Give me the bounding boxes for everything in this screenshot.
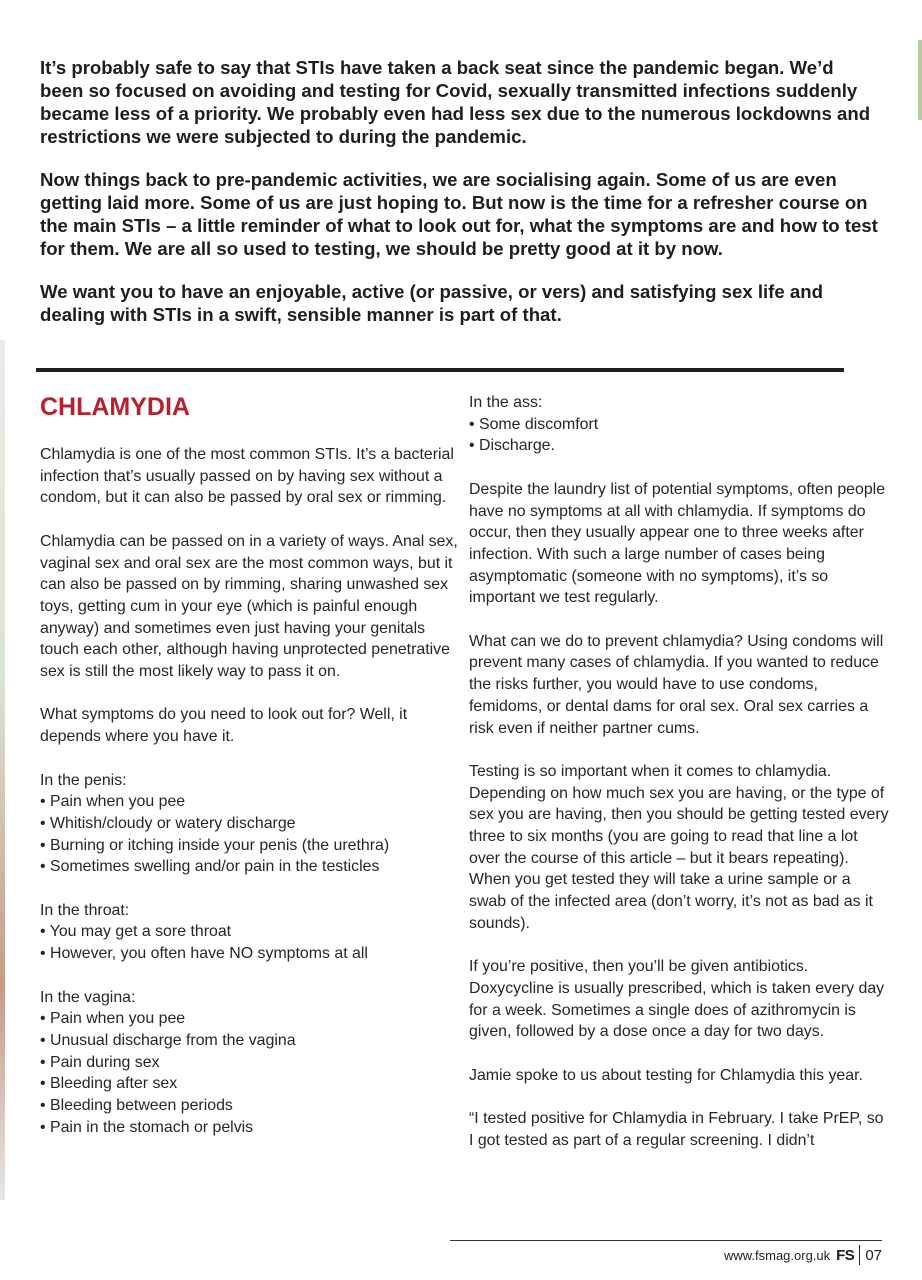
list-item: • Some discomfort [469,415,599,433]
list-item: • Pain when you pee [40,1010,186,1028]
page-footer [724,1244,882,1266]
list-item: • Pain when you pee [40,793,186,811]
page-number: 07 [865,1246,882,1264]
list-label: In the throat: [40,901,130,919]
paragraph: Despite the laundry list of potential symptoms, often people have no symptoms at all with chlamydia. If symptoms do occur, then they usually appear one to three weeks after infection. With such a large number of cases being asymptomatic (someone with no symptoms), it’s so important we test regularly. [469,480,886,607]
list-item: • Burning or itching inside your penis (the urethra) [40,836,390,854]
left-edge-graphic [0,340,5,1200]
paragraph: Chlamydia can be passed on in a variety of ways. Anal sex, vaginal sex and oral sex are the most common ways, but it can also be passed on by rimming, sharing unwashed sex toys, getting cum in your eye (which is painful enough anyway) and sometimes even just having your genitals touch each other, although having unprotected penetrative sex is still the most likely way to pass it on. [40,532,458,681]
quote-paragraph: “I tested positive for Chlamydia in February. I take PrEP, so I got tested as part of a regular screening. I didn’t [469,1110,884,1149]
paragraph: Chlamydia is one of the most common STIs. It’s a bacterial infection that’s usually passed on by having sex without a condom, but it can also be passed by oral sex or rimming. [40,446,454,507]
list-item: • Sometimes swelling and/or pain in the testicles [40,858,380,876]
list-label: In the penis: [40,771,127,789]
footer-divider [450,1240,882,1241]
intro-paragraph: Now things back to pre-pandemic activities, we are socialising again. Some of us are even getting laid more. Some of us are just hoping to. But now is the time for a refresher course on the main STIs – a little reminder of what to look out for, what the symptoms are and how to test for them. We are all so used to testing, we should be pretty good at it by now. [40,169,878,259]
list-label: In the ass: [469,394,543,411]
left-column [40,392,460,1138]
paragraph: Jamie spoke to us about testing for Chlamydia this year. [469,1066,863,1084]
paragraph: What can we do to prevent chlamydia? Using condoms will prevent many cases of chlamydia. If you wanted to reduce the risks further, you would have to use condoms, femidoms, or dental dams for oral sex. Oral sex carries a risk even if neither partner cums. [469,632,884,737]
list-item: • However, you often have NO symptoms at all [40,945,368,963]
intro-paragraph: We want you to have an enjoyable, active (or passive, or vers) and satisfying sex life and dealing with STIs in a swift, sensible manner is part of that. [40,281,823,325]
list-item: • Unusual discharge from the vagina [40,1031,296,1049]
right-edge-graphic [918,40,922,120]
intro-text [40,56,880,346]
intro-paragraph: It’s probably safe to say that STIs have taken a back seat since the pandemic began. We’d been so focused on avoiding and testing for Covid, sexually transmitted infections suddenly became less of a priority. We probably even had less sex due to the numerous lockdowns and restrictions we were subjected to during the pandemic. [40,57,871,147]
list-item: • Whitish/cloudy or watery discharge [40,814,296,832]
fs-logo: FS [836,1246,855,1264]
list-item: • Bleeding between periods [40,1097,233,1115]
footer-separator [859,1245,860,1265]
list-item: • Discharge. [469,437,555,455]
section-divider [36,368,844,372]
section-heading: CHLAMYDIA [40,393,190,421]
list-label: In the vagina: [40,988,136,1006]
list-item: • Pain during sex [40,1053,160,1071]
right-column [469,392,889,1152]
list-item: • You may get a sore throat [40,923,232,941]
paragraph: What symptoms do you need to look out for? Well, it depends where you have it. [40,706,408,746]
paragraph: If you’re positive, then you’ll be given antibiotics. Doxycycline is usually prescribed, which is taken every day for a week. Sometimes a single does of azithromycin is given, followed by a dose once a day for two days. [469,958,885,1041]
list-item: • Pain in the stomach or pelvis [40,1118,254,1136]
list-item: • Bleeding after sex [40,1075,178,1093]
footer-url[interactable]: www.fsmag.org.uk [723,1247,831,1263]
paragraph: Testing is so important when it comes to chlamydia. Depending on how much sex you are having, or the type of sex you are having, then you should be getting tested every three to six months (you are going to read that line a lot over the course of this article – but it bears repeating). When you get tested they will take a urine sample or a swab of the infected area (don’t worry, it’s not as bad as it sounds). [469,762,889,932]
